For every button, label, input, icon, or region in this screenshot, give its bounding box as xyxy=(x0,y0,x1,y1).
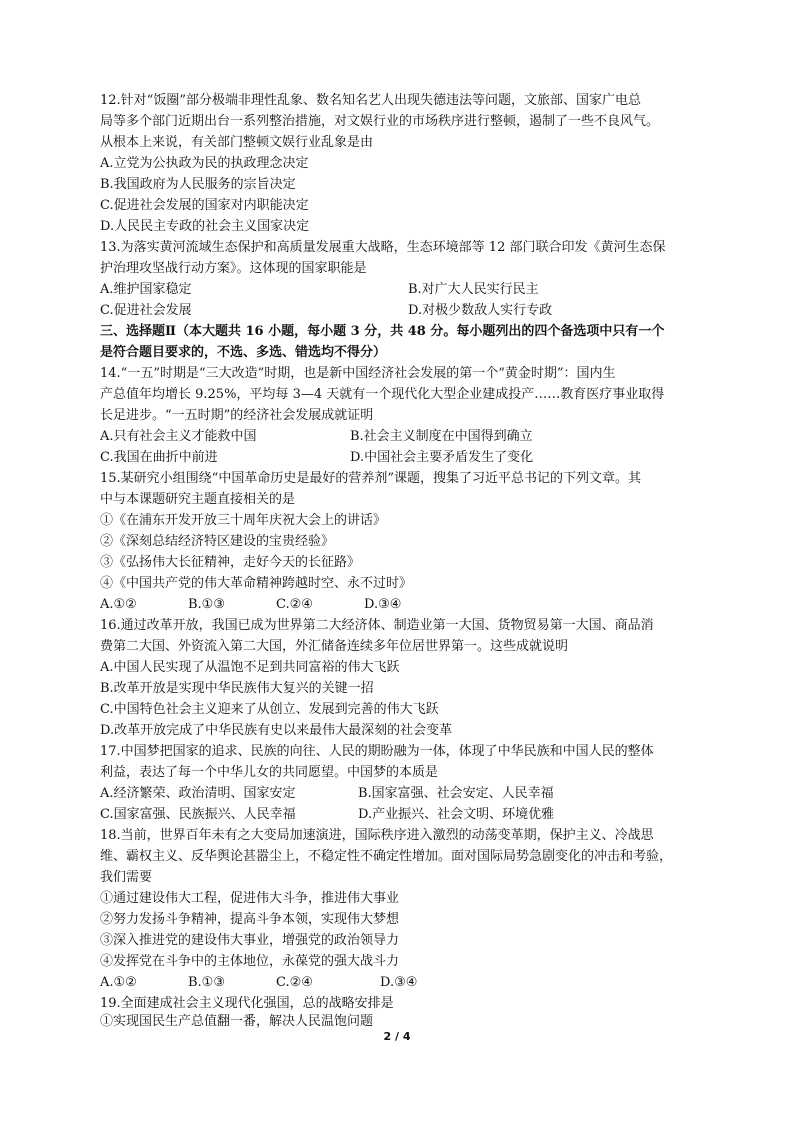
q18-option-c: C.②④ xyxy=(276,975,313,990)
q15-option-d: D.③④ xyxy=(364,597,402,612)
section3-heading-line-2: 是符合题目要求的，不选、多选、错选均不得分） xyxy=(100,345,387,360)
q13-stem-line-1: 13.为落实黄河流域生态保护和高质量发展重大战略，生态环境部等 12 部门联合印发《黄河生态保 xyxy=(100,240,666,255)
q19-stem-line-1: 19.全面建成社会主义现代化强国，总的战略安排是 xyxy=(100,996,394,1011)
q12-option-d: D.人民民主专政的社会主义国家决定 xyxy=(100,219,310,234)
q15-option-a: A.①② xyxy=(100,597,137,612)
q13-option-c: C.促进社会发展 xyxy=(100,303,192,318)
q18-option-d: D.③④ xyxy=(380,975,418,990)
q16-option-a: A.中国人民实现了从温饱不足到共同富裕的伟大飞跃 xyxy=(100,660,400,675)
q18-item-1: ①通过建设伟大工程，促进伟大斗争，推进伟大事业 xyxy=(100,891,400,906)
q14-option-d: D.中国社会主要矛盾发生了变化 xyxy=(350,450,534,465)
q15-option-b: B.①③ xyxy=(188,597,225,612)
q14-option-a: A.只有社会主义才能救中国 xyxy=(100,429,257,444)
q12-option-c: C.促进社会发展的国家对内职能决定 xyxy=(100,198,309,213)
q15-option-c: C.②④ xyxy=(276,597,313,612)
q16-option-d: D.改革开放完成了中华民族有史以来最伟大最深刻的社会变革 xyxy=(100,723,453,738)
q14-options-row-1 xyxy=(100,426,710,447)
q14-option-c: C.我国在曲折中前进 xyxy=(100,450,218,465)
q18-stem-line-2: 维、霸权主义、反华舆论甚嚣尘上，不稳定性不确定性增加。面对国际局势急剧变化的冲击和考验， xyxy=(100,849,673,864)
q15-stem-line-1: 15.某研究小组围绕“中国革命历史是最好的营养剂”课题，搜集了习近平总书记的下列文章。其 xyxy=(100,471,641,486)
q18-stem-line-1: 18.当前，世界百年未有之大变局加速演进，国际秩序进入激烈的动荡变革期，保护主义、冷战思 xyxy=(100,828,654,843)
q18-options-row xyxy=(100,972,710,993)
q18-option-b: B.①③ xyxy=(188,975,225,990)
q12-stem-line-3: 从根本上来说，有关部门整顿文娱行业乱象是由 xyxy=(100,135,374,150)
q12-stem-line-2: 局等多个部门近期出台一系列整治措施，对文娱行业的市场秩序进行整顿，遏制了一些不良风气。 xyxy=(100,114,660,129)
q12-option-a: A.立党为公执政为民的执政理念决定 xyxy=(100,156,309,171)
q15-item-2: ②《深刻总结经济特区建设的宝贵经验》 xyxy=(100,534,335,549)
q13-option-a: A.维护国家稳定 xyxy=(100,282,192,297)
q15-options-row xyxy=(100,594,710,615)
q13-option-d: D.对极少数敌人实行专政 xyxy=(408,303,553,318)
q18-item-3: ③深入推进党的建设伟大事业，增强党的政治领导力 xyxy=(100,933,400,948)
q17-option-c: C.国家富强、民族振兴、人民幸福 xyxy=(100,807,296,822)
q17-option-d: D.产业振兴、社会文明、环境优雅 xyxy=(358,807,555,822)
q14-options-row-2 xyxy=(100,447,710,468)
q12-option-b: B.我国政府为人民服务的宗旨决定 xyxy=(100,177,296,192)
q15-item-3: ③《弘扬伟大长征精神，走好今天的长征路》 xyxy=(100,555,361,570)
q14-stem-line-2: 产总值年均增长 9.25%，平均每 3—4 天就有一个现代化大型企业建成投产……教育医疗事业取得 xyxy=(100,387,665,402)
q14-stem-line-1: 14.“一五”时期是“三大改造”时期，也是新中国经济社会发展的第一个“黄金时期”：国内生 xyxy=(100,366,616,381)
q17-options-row-2 xyxy=(100,804,710,825)
q18-stem-line-3: 我们需要 xyxy=(100,870,153,885)
q15-item-1: ①《在浦东开发开放三十周年庆祝大会上的讲话》 xyxy=(100,513,387,528)
q16-option-b: B.改革开放是实现中华民族伟大复兴的关键一招 xyxy=(100,681,374,696)
q15-item-4: ④《中国共产党的伟大革命精神跨越时空、永不过时》 xyxy=(100,576,413,591)
q16-option-c: C.中国特色社会主义迎来了从创立、发展到完善的伟大飞跃 xyxy=(100,702,439,717)
q18-item-4: ④发挥党在斗争中的主体地位，永葆党的强大战斗力 xyxy=(100,954,400,969)
q16-stem-line-2: 费第二大国、外资流入第二大国，外汇储备连续多年位居世界第一。这些成就说明 xyxy=(100,639,569,654)
q17-stem-line-1: 17.中国梦把国家的追求、民族的向往、人民的期盼融为一体，体现了中华民族和中国人民的整体 xyxy=(100,744,654,759)
q17-option-a: A.经济繁荣、政治清明、国家安定 xyxy=(100,786,296,801)
q13-options-row-1 xyxy=(100,279,710,300)
q13-option-b: B.对广大人民实行民主 xyxy=(408,282,539,297)
q19-item-1: ①实现国民生产总值翻一番，解决人民温饱问题 xyxy=(100,1014,374,1029)
q17-stem-line-2: 利益，表达了每一个中华儿女的共同愿望。中国梦的本质是 xyxy=(100,765,439,780)
q12-stem-line-1: 12.针对“饭圈”部分极端非理性乱象、数名知名艺人出现失德违法等问题，文旅部、国家广电总 xyxy=(100,93,641,108)
q13-stem-line-2: 护治理攻坚战行动方案》。这体现的国家职能是 xyxy=(100,261,367,276)
page-number: 2 / 4 xyxy=(383,1030,411,1043)
q15-stem-line-2: 中与本课题研究主题直接相关的是 xyxy=(100,492,296,507)
q14-stem-line-3: 长足进步。“一五时期”的经济社会发展成就证明 xyxy=(100,408,374,423)
q16-stem-line-1: 16.通过改革开放，我国已成为世界第二大经济体、制造业第一大国、货物贸易第一大国、商品消 xyxy=(100,618,654,633)
q13-options-row-2 xyxy=(100,300,710,321)
q17-option-b: B.国家富强、社会安定、人民幸福 xyxy=(358,786,554,801)
q18-item-2: ②努力发扬斗争精神，提高斗争本领，实现伟大梦想 xyxy=(100,912,400,927)
q14-option-b: B.社会主义制度在中国得到确立 xyxy=(350,429,533,444)
q17-options-row-1 xyxy=(100,783,710,804)
section3-heading-line-1: 三、选择题Ⅱ（本大题共 16 小题，每小题 3 分，共 48 分。每小题列出的四个备选项中只有一个 xyxy=(100,324,665,339)
q18-option-a: A.①② xyxy=(100,975,137,990)
